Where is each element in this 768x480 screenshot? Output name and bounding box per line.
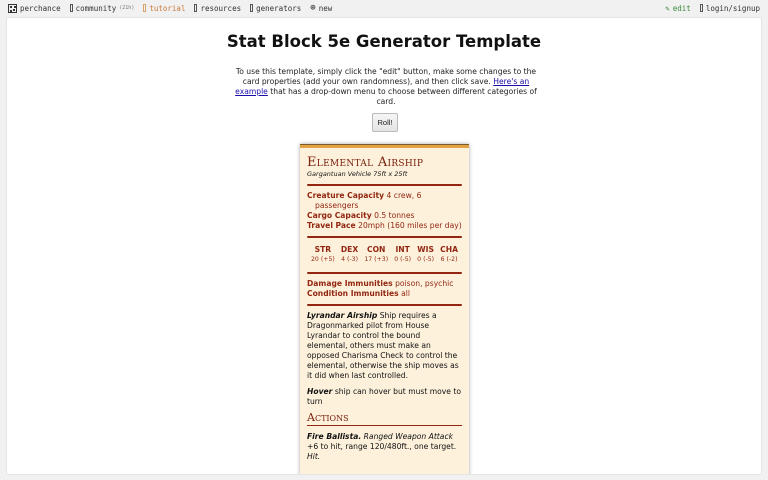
ability-cha: CHA 6 (-2) bbox=[440, 245, 458, 263]
divider bbox=[307, 304, 462, 306]
box-icon bbox=[250, 4, 253, 12]
nav-edit[interactable]: ✎ edit bbox=[665, 3, 691, 13]
divider bbox=[307, 236, 462, 238]
property-cargo-capacity: Cargo Capacity 0.5 tonnes bbox=[307, 211, 415, 220]
generator-page bbox=[6, 17, 762, 475]
top-nav-bar bbox=[0, 0, 768, 16]
nav-login-signup[interactable]: login/signup bbox=[700, 4, 760, 13]
creature-subtitle: Gargantuan Vehicle 75ft x 25ft bbox=[307, 170, 408, 178]
trait-hover: Hover ship can hover but must move to turn bbox=[307, 387, 462, 406]
nav-new[interactable]: ⊕ new bbox=[310, 3, 333, 13]
divider bbox=[307, 272, 462, 274]
plus-circle-icon: ⊕ bbox=[310, 3, 316, 13]
nav-tutorial[interactable]: tutorial bbox=[143, 4, 185, 13]
actions-heading: Actions bbox=[307, 413, 462, 426]
nav-generators[interactable]: generators bbox=[250, 4, 301, 13]
dice-icon bbox=[8, 4, 17, 13]
trait-lyrandar-airship: Lyrandar Airship Ship requires a Dragonmarked pilot from House Lyrandar to control the bound elemental, others must make an opposed Charisma Check to control the elemental, otherwise the ship moves as it did when last controlled. bbox=[307, 311, 459, 380]
pencil-icon: ✎ bbox=[665, 3, 670, 13]
property-travel-pace: Travel Pace 20mph (160 miles per day) bbox=[307, 221, 462, 230]
damage-immunities: Damage Immunities poison, psychic bbox=[307, 279, 454, 288]
action-fire-ballista: Fire Ballista. Ranged Weapon Attack +6 to hit, range 120/480ft., one target. Hit. bbox=[307, 432, 457, 461]
box-icon bbox=[70, 4, 73, 12]
box-icon bbox=[700, 4, 703, 12]
community-badge: (21h) bbox=[119, 5, 135, 11]
nav-resources[interactable]: resources bbox=[194, 4, 241, 13]
condition-immunities: Condition Immunities all bbox=[307, 289, 411, 298]
stat-block-card bbox=[300, 144, 469, 475]
ability-dex: DEX 4 (-3) bbox=[340, 245, 359, 263]
ability-con: CON 17 (+3) bbox=[364, 245, 389, 263]
ability-scores bbox=[307, 243, 462, 267]
intro-text: To use this template, simply click the "edit" button, make some changes to the card properties (add your own randomness), and then click save. Here's an example that has a drop-down menu to choose between different categories of card. bbox=[235, 67, 537, 106]
ability-str: STR 20 (+5) bbox=[311, 245, 335, 263]
creature-name: Elemental Airship bbox=[307, 155, 424, 170]
roll-button[interactable]: Roll! bbox=[372, 113, 398, 132]
box-icon bbox=[143, 4, 146, 12]
box-icon bbox=[194, 4, 197, 12]
nav-perchance[interactable]: perchance bbox=[8, 4, 61, 13]
ability-int: INT 0 (-5) bbox=[394, 245, 412, 263]
nav-community[interactable]: community (21h) bbox=[70, 4, 135, 13]
example-link[interactable]: Here's an example bbox=[235, 77, 530, 96]
ability-wis: WIS 0 (-5) bbox=[417, 245, 435, 263]
divider bbox=[307, 184, 462, 186]
page-title: Stat Block 5e Generator Template bbox=[226, 32, 542, 51]
property-creature-capacity: Creature Capacity 4 crew, 6 passengers bbox=[307, 191, 422, 210]
